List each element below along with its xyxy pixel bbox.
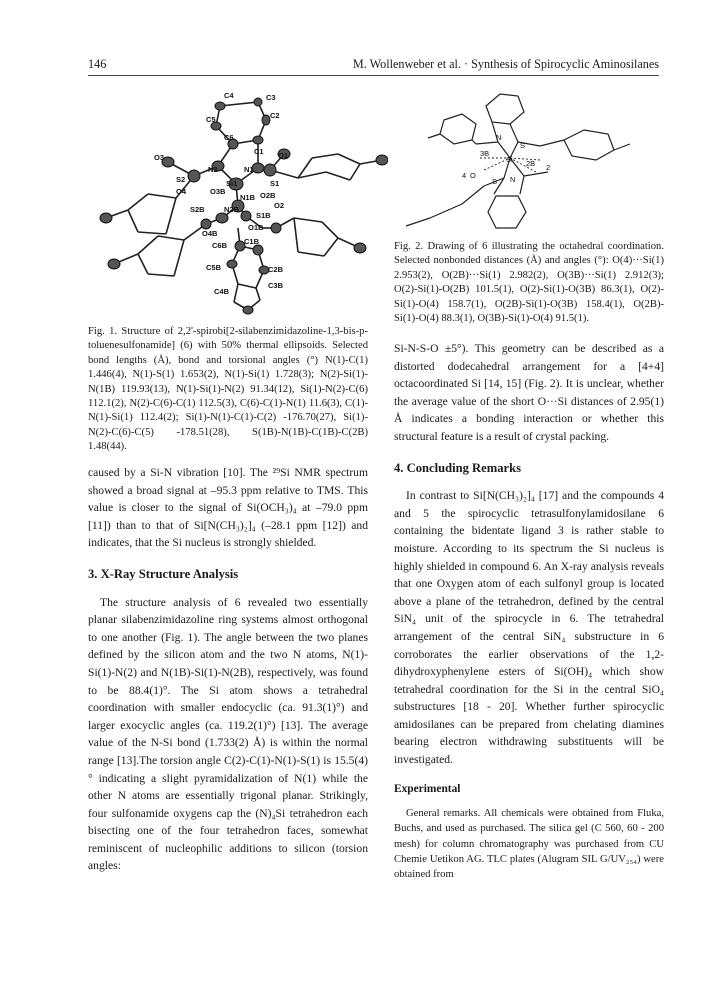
figure-2-svg bbox=[400, 86, 660, 234]
figure-2-drawing bbox=[400, 86, 660, 234]
atom-label: O3B bbox=[210, 187, 226, 196]
running-title: M. Wollenweber et al. · Synthesis of Spirocyclic Aminosilanes bbox=[352, 57, 659, 71]
fig2-label: 4 bbox=[462, 171, 467, 180]
fig2-label: N bbox=[496, 133, 502, 142]
section-4-text: In contrast to Si[N(CH₃)₂]₄ [17] and the compounds 4 and 5 the spirocyclic tetrasulfonylamidosilane 6 containing the bidentate ligand 3 is rather stable to moisture. According to its spectrum the Si nucleus is highly shielded in compound 6. An X-ray analysis reveals that one Oxygen atom of each sulfonyl group is located above a plane of the tetrahedron, defined by the central SiN₄ unit of the spirocycle in 6. The tetrahedral arrangement of the central SiN₄ substructure in 6 corroborates the earlier observations of the 1,2-dihydroxyphenylene esters of Si(OH)₄ which show tetrahedral coordination for the Si in the central SiO₄ substructures [18 - 20]. Whether further spirocyclic amidosilanes can be prepared from chelating diamines bearing electron withdrawing substituents will be investigated. bbox=[394, 489, 664, 767]
figure-1-ortep-drawing bbox=[98, 88, 388, 320]
running-header bbox=[88, 55, 659, 76]
atom-label: C6B bbox=[212, 241, 228, 250]
fig2-label: O bbox=[470, 171, 476, 180]
fig2-label: N bbox=[510, 175, 516, 184]
atom-label: C5 bbox=[206, 115, 216, 124]
atom-label: S1 bbox=[270, 179, 280, 188]
atom-label: C6 bbox=[224, 133, 234, 142]
atom-label: O2 bbox=[274, 201, 285, 210]
section-4-heading: 4. Concluding Remarks bbox=[394, 460, 522, 475]
atom-label: N1 bbox=[244, 165, 254, 174]
atom-label: N2 bbox=[208, 165, 218, 174]
atom-label: C3B bbox=[268, 281, 284, 290]
figure-1-caption: Fig. 1. Structure of 2,2'-spirobi[2-silabenzimidazoline-1,3-bis-p-toluenesulfonamide] (6) with 50% thermal ellipsoids. Selected bond lengths (Å), bond and torsional angles (°) N(1)-C(1) 1.446(4), N(1)-S(1) 1.653(2), N(1)-Si(1) 1.728(3); N(2)-Si(1)-N(1B) 119.93(13), N(1)-Si(1)-N(2) 91.34(12), Si(1)-N(2)-C(6) 112.1(2), N(2)-C(6)-C(1) 112.5(3), C(6)-C(1)-N(1) 11.6(3), C(1)-N(1)-Si(1) 112.4(2); Si(1)-N(1)-C(1)-C(2) -176.70(27), Si(1)-N(2)-C(6)-C(5) -178.51(28), S(1B)-N(1B)-C(1B)-C(2B) 1.48(44). bbox=[88, 326, 368, 453]
atom-label: O3 bbox=[154, 153, 165, 162]
page-number: 146 bbox=[88, 57, 107, 71]
section-3-text: The structure analysis of 6 revealed two essentially planar silabenzimidazoline ring systems almost orthogonal to one another (Fig. 1). The angle between the two planes defined by the silicon atom and the two N atoms, N(1)-Si(1)-N(2) and N(1B)-Si(1)-N(2B), respectively, was found to be 88.4(1)°. The Si atom shows a tetrahedral coordination with smaller endocyclic (ca. 91.3(1)°) and larger exocyclic angles (ca. 119.2(1)°) [13]. The average value of the N-Si bond (1.733(2) Å) is within the normal range [13].The torsion angle C(2)-C(1)-N(1)-S(1) is 15.5(4)° indicating a slight pyramidalization of N(1) while the other N atoms are essentially trigonal planar. Strikingly, four sulfonamide oxygens cap the (N)₄Si tetrahedron each bisecting one of the four tetrahedron faces, somewhat reminiscent of nucleophilic additions to silicon (torsion angles: bbox=[88, 595, 368, 873]
left-column-body bbox=[88, 464, 368, 875]
atom-label: Si1 bbox=[226, 179, 238, 188]
fig2-label: 3B bbox=[480, 149, 490, 158]
fig2-label: S bbox=[492, 177, 498, 186]
atom-label: C3 bbox=[266, 93, 276, 102]
atom-label: C4 bbox=[224, 91, 234, 100]
atom-label: O4 bbox=[176, 187, 187, 196]
fig2-label: 2 bbox=[546, 163, 551, 172]
atom-label: O2B bbox=[260, 191, 276, 200]
paragraph-continued: Si-N-S-O ±5°). This geometry can be described as a distorted dodecahedral arrangement for a [4+4] octacoordinated Si [14, 15] (Fig. 2). It is unclear, whether the average value of the short O···Si distances of 2.95(1) Å indicates a bonding interaction or whether this structural feature is a result of crystal packing. bbox=[394, 342, 664, 443]
atom-label: C4B bbox=[214, 287, 230, 296]
experimental-heading: Experimental bbox=[394, 782, 461, 795]
atom-label: C5B bbox=[206, 263, 222, 272]
fig2-label: S bbox=[520, 141, 526, 150]
atom-label: O4B bbox=[202, 229, 218, 238]
section-3-heading: 3. X-Ray Structure Analysis bbox=[88, 566, 239, 581]
atom-label: O1 bbox=[278, 151, 289, 160]
atom-label: C2B bbox=[268, 265, 284, 274]
atom-label: O1B bbox=[248, 223, 264, 232]
atom-label: C1 bbox=[254, 147, 264, 156]
experimental-text: General remarks. All chemicals were obtained from Fluka, Buchs, and used as purchased. The silica gel (C 560, 60 - 200 mesh) for column chromatography was purchased from CU Chemie Uetikon AG. TLC plates (Alugram SIL G/UV₂₅₄) were obtained from bbox=[394, 808, 664, 881]
figure-2-labels bbox=[462, 133, 550, 186]
figure-1-svg bbox=[98, 88, 388, 320]
atom-label: S2 bbox=[176, 175, 186, 184]
paragraph-continued: caused by a Si-N vibration [10]. The ²⁹Si NMR spectrum showed a broad signal at –95.3 ppm relative to TMS. This value is closer to the signal of Si(OCH₃)₄ at –79.0 ppm [11]) than to that of Si[N(CH₃)₂]₄ (–28.1 ppm [12]) and indicates, that the Si nucleus is strongly shielded. bbox=[88, 466, 368, 550]
atom-label: C2 bbox=[270, 111, 280, 120]
fig2-label: 2B bbox=[526, 159, 536, 168]
atom-label: C1B bbox=[244, 237, 260, 246]
atom-label: S1B bbox=[256, 211, 271, 220]
fig2-label: Si bbox=[506, 155, 513, 164]
right-column-body bbox=[394, 340, 664, 882]
atom-label: N1B bbox=[240, 193, 256, 202]
figure-2-caption: Fig. 2. Drawing of 6 illustrating the octahedral coordination. Selected nonbonded distances (Å) and angles (°): O(4)···Si(1) 2.953(2), O(2B)···Si(1) 2.982(2), O(3B)···Si(1) 2.912(3); O(2)-Si(1)-O(2B) 101.5(1), O(2)-Si(1)-O(3B) 86.3(1), O(2)-Si(1)-O(4) 158.7(1), O(2B)-Si(1)-O(3B) 158.4(1), O(2B)-Si(1)-O(4) 88.3(1), O(3B)-Si(1)-O(4) 91.5(1). bbox=[394, 241, 664, 325]
atom-label: N2B bbox=[224, 205, 240, 214]
atom-label: S2B bbox=[190, 205, 205, 214]
